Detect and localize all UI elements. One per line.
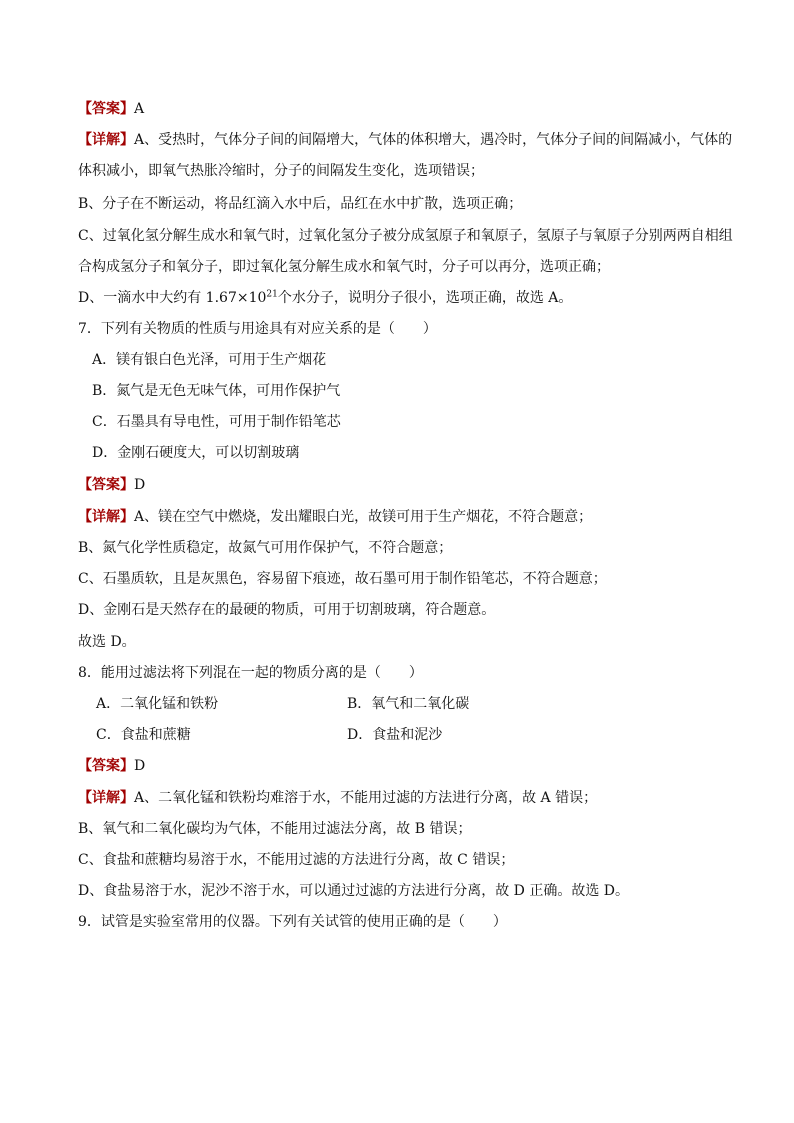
answer-value: D xyxy=(134,758,146,774)
q8-option-d: D．食盐和泥沙 xyxy=(347,727,443,743)
q8-answer xyxy=(78,756,754,776)
detail-text: A、受热时，气体分子间的间隔增大，气体的体积增大，遇冷时，气体分子间的间隔减小，气体的 xyxy=(134,132,733,148)
answer-tag: 【答案】 xyxy=(78,758,134,774)
q7-detail-line: B、氮气化学性质稳定，故氮气可用作保护气，不符合题意； xyxy=(78,540,453,556)
q8-detail-line: C、食盐和蔗糖均易溶于水，不能用过滤的方法进行分离，故 C 错误； xyxy=(78,852,515,868)
q7-detail-line xyxy=(78,507,754,527)
q7-option-b: B．氮气是无色无味气体，可用作保护气 xyxy=(92,383,341,399)
q6-answer xyxy=(78,99,754,119)
superscript: 21 xyxy=(266,289,278,300)
detail-text: D、一滴水中大约有 1.67×10 xyxy=(78,290,267,306)
answer-tag: 【答案】 xyxy=(78,101,134,117)
q8-option-a: A．二氧化锰和铁粉 xyxy=(96,696,219,712)
q9-stem: 9．试管是实验室常用的仪器。下列有关试管的使用正确的是（ ） xyxy=(78,914,507,930)
q7-stem: 7．下列有关物质的性质与用途具有对应关系的是（ ） xyxy=(78,321,437,337)
q8-detail-line xyxy=(78,788,754,808)
q7-answer xyxy=(78,475,754,495)
q8-option-b: B．氧气和二氧化碳 xyxy=(347,696,470,712)
q7-option-a: A．镁有银白色光泽，可用于生产烟花 xyxy=(92,352,327,368)
detail-tag: 【详解】 xyxy=(78,132,134,148)
detail-tag: 【详解】 xyxy=(78,509,134,525)
q8-stem: 8．能用过滤法将下列混在一起的物质分离的是（ ） xyxy=(78,665,423,681)
q8-detail-line: B、氧气和二氧化碳均为气体，不能用过滤法分离，故 B 错误； xyxy=(78,821,472,837)
answer-value: D xyxy=(134,477,146,493)
q6-detail-line: B、分子在不断运动，将品红滴入水中后，品红在水中扩散，选项正确； xyxy=(78,196,523,212)
q8-detail-line: D、食盐易溶于水，泥沙不溶于水，可以通过过滤的方法进行分离，故 D 正确。故选 D。 xyxy=(78,883,630,899)
answer-value: A xyxy=(134,101,145,117)
q6-detail-line xyxy=(78,130,754,150)
detail-text: A、二氧化锰和铁粉均难溶于水，不能用过滤的方法进行分离，故 A 错误； xyxy=(134,790,598,806)
q6-detail-line: 体积减小，即氧气热胀冷缩时，分子的间隔发生变化，选项错误； xyxy=(78,163,484,179)
q7-detail-line: D、金刚石是天然存在的最硬的物质，可用于切割玻璃，符合题意。 xyxy=(78,602,496,618)
q7-conclusion: 故选 D。 xyxy=(78,634,136,650)
answer-tag: 【答案】 xyxy=(78,477,134,493)
detail-text: A、镁在空气中燃烧，发出耀眼白光，故镁可用于生产烟花，不符合题意； xyxy=(134,509,593,525)
detail-tag: 【详解】 xyxy=(78,790,134,806)
q7-detail-line: C、石墨质软，且是灰黑色，容易留下痕迹，故石墨可用于制作铅笔芯，不符合题意； xyxy=(78,571,607,587)
q8-option-c: C．食盐和蔗糖 xyxy=(96,727,191,743)
q6-detail-line: C、过氧化氢分解生成水和氧气时，过氧化氢分子被分成氢原子和氧原子，氢原子与氧原子分别两两自相组 xyxy=(78,228,733,244)
q6-detail-line xyxy=(78,288,754,308)
q7-option-d: D．金刚石硬度大，可以切割玻璃 xyxy=(92,445,300,461)
detail-text: 个水分子，说明分子很小，选项正确，故选 A。 xyxy=(277,290,573,306)
q6-detail-line: 合构成氢分子和氧分子，即过氧化氢分解生成水和氧气时，分子可以再分，选项正确； xyxy=(78,259,610,275)
q7-option-c: C．石墨具有导电性，可用于制作铅笔芯 xyxy=(92,414,341,430)
